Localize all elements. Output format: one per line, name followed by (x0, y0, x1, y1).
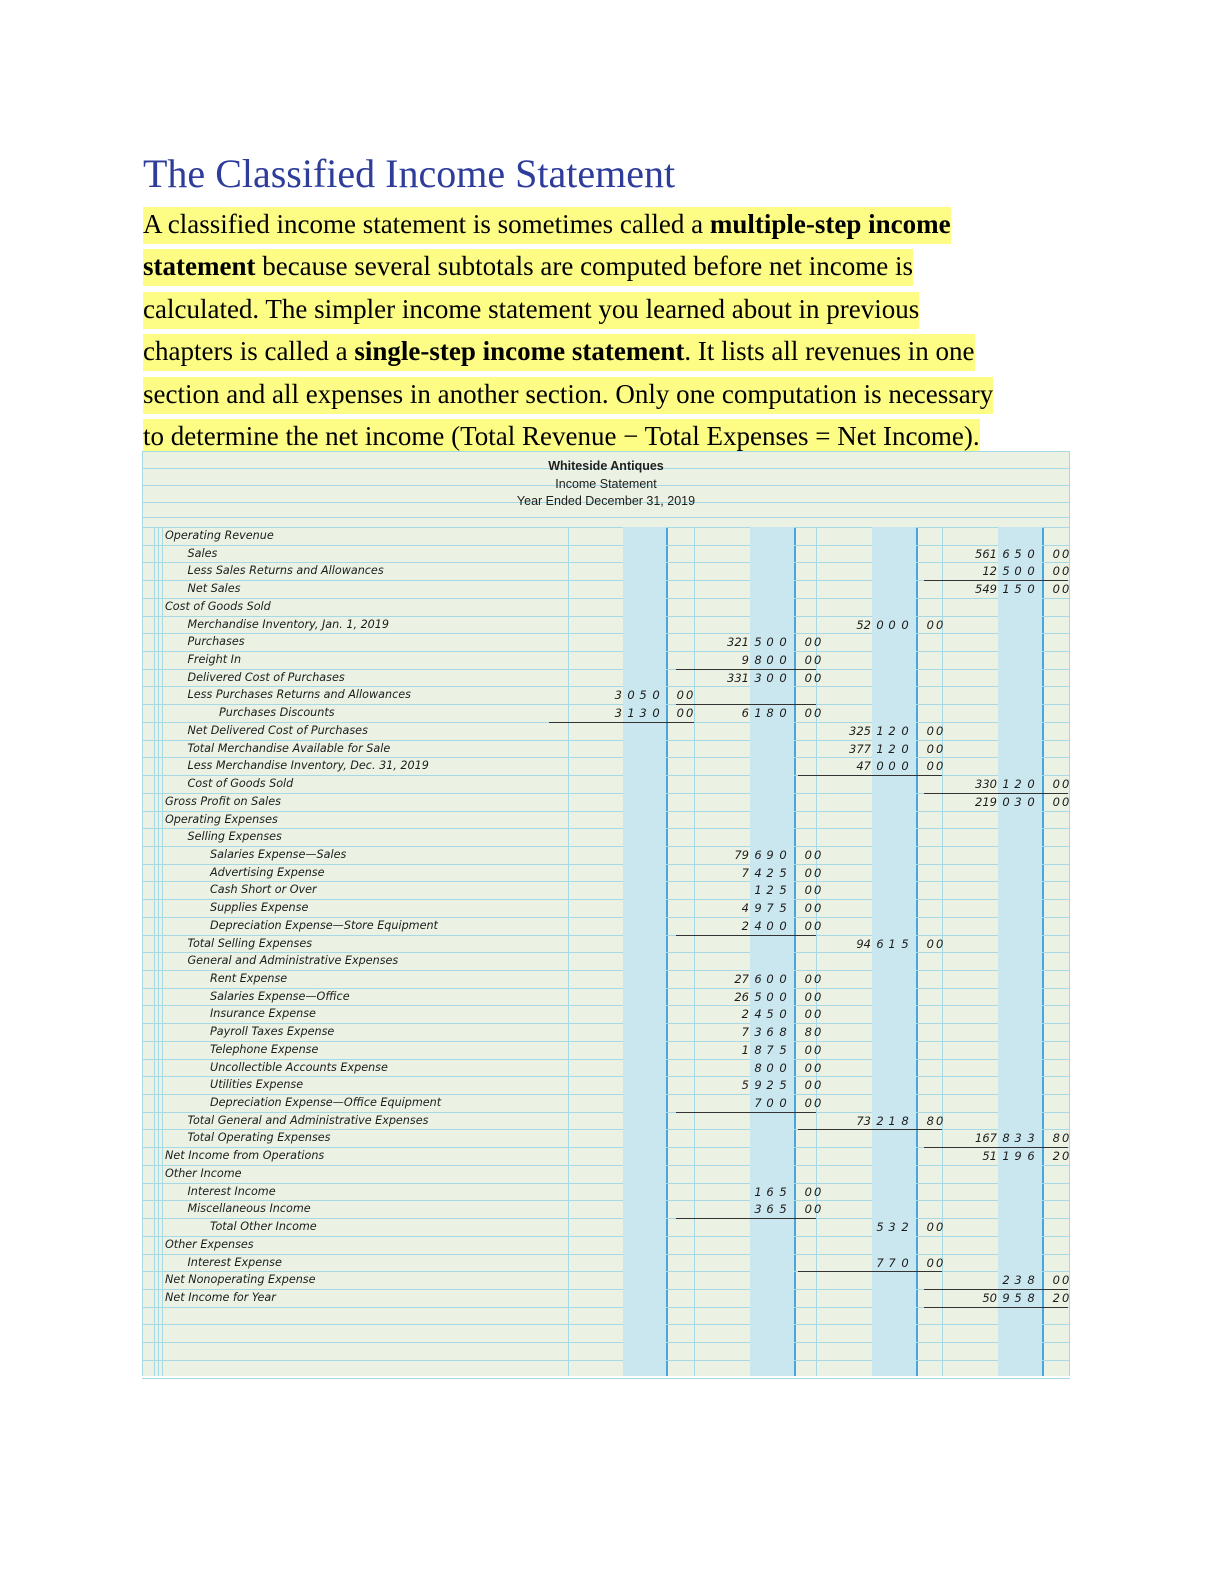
total-rule (676, 1218, 816, 1219)
paragraph-line (143, 330, 1073, 372)
total-rule (924, 1289, 1068, 1290)
amount-cell: 0 0 0 52 00 (856, 617, 946, 632)
text-segment: calculated. The simpler income statement you learned about in previous (143, 293, 920, 324)
total-rule (676, 704, 816, 705)
row-label: Delivered Cost of Purchases (187, 670, 345, 684)
row-label: Less Purchases Returns and Allowances (187, 688, 411, 702)
text-segment: chapters is called a (143, 336, 355, 367)
highlighted-text (143, 292, 919, 329)
text-segment: . It lists all revenues in one (684, 336, 975, 367)
row-label: Net Sales (187, 582, 241, 596)
grid-line (142, 633, 1070, 634)
paragraph-line (143, 373, 1073, 415)
grid-line (142, 1342, 1070, 1343)
amount-cell: 6 9 0 79 00 (734, 847, 824, 862)
company-name: Whiteside Antiques (548, 459, 664, 473)
amount-cell: 7 7 0 00 (876, 1255, 946, 1270)
grid-line (142, 517, 1070, 518)
total-rule (798, 775, 942, 776)
row-label: Less Sales Returns and Allowances (187, 564, 384, 578)
amount-cell: 8 7 5 1 00 (741, 1042, 824, 1057)
intro-paragraph (143, 203, 1073, 457)
row-label: Depreciation Expense—Store Equipment (210, 918, 438, 932)
amount-cell: 0 3 0 219 00 (975, 794, 1072, 809)
total-rule (676, 1112, 816, 1113)
row-label: Net Delivered Cost of Purchases (187, 723, 368, 737)
grid-line (142, 1165, 1070, 1166)
bold-term: single-step income statement (354, 336, 685, 367)
total-rule (924, 580, 1068, 581)
text-segment: A classified income statement is sometimes called a (143, 209, 710, 239)
row-label: Merchandise Inventory, Jan. 1, 2019 (187, 617, 390, 631)
grid-line (142, 527, 1070, 528)
row-label: Supplies Expense (210, 901, 309, 915)
amount-cell: 3 6 8 7 80 (741, 1025, 824, 1040)
amount-cell: 3 6 5 00 (754, 1202, 824, 1217)
amount-cell: 1 2 5 00 (754, 883, 824, 898)
row-label: Uncollectible Accounts Expense (210, 1060, 388, 1074)
row-label: Salaries Expense—Sales (210, 847, 347, 861)
row-label: Total General and Administrative Expenses (187, 1113, 429, 1127)
amount-cell: 5 0 0 321 00 (727, 635, 824, 650)
amount-cell: 4 5 0 2 00 (741, 1007, 824, 1022)
row-label: Sales (187, 546, 218, 560)
total-rule (924, 1147, 1068, 1148)
text-segment: to determine the net income (Total Revenue − Total Expenses = Net Income). (143, 420, 980, 451)
statement-name: Income Statement (555, 477, 657, 491)
row-label: Cost of Goods Sold (187, 777, 294, 791)
amount-cell: 5 3 2 00 (876, 1220, 946, 1235)
total-rule (676, 669, 816, 670)
amount-cell: 3 0 0 331 00 (727, 670, 824, 685)
row-label: Interest Expense (187, 1255, 282, 1269)
row-label: Depreciation Expense—Office Equipment (210, 1096, 442, 1110)
amount-cell: 1 2 0 330 00 (975, 777, 1072, 792)
row-label: Payroll Taxes Expense (210, 1025, 335, 1039)
bold-term: statement (143, 251, 256, 282)
row-label: Rent Expense (210, 972, 288, 985)
amount-cell: 1 8 0 6 00 (741, 706, 824, 721)
amount-cell: 0 0 0 47 00 (856, 759, 946, 774)
total-rule (676, 935, 816, 936)
row-label: Total Other Income (210, 1220, 317, 1234)
row-label: Total Operating Expenses (187, 1131, 331, 1145)
amount-cell: 4 0 0 2 00 (741, 918, 824, 933)
row-label: Miscellaneous Income (187, 1202, 311, 1216)
row-label: Insurance Expense (210, 1007, 316, 1021)
column-shade (998, 527, 1042, 1376)
total-rule (798, 1271, 942, 1272)
grid-line (142, 1183, 1070, 1184)
grid-line (142, 451, 1070, 452)
paragraph-line (143, 245, 1073, 287)
row-label: Operating Expenses (165, 812, 278, 826)
highlighted-text (143, 377, 993, 414)
row-label: Net Income for Year (165, 1290, 276, 1304)
row-label: Interest Income (187, 1184, 276, 1198)
row-label: Purchases Discounts (219, 706, 335, 720)
row-label: General and Administrative Expenses (187, 954, 399, 968)
amount-cell: 1 2 0 377 00 (849, 741, 946, 756)
statement-period: Year Ended December 31, 2019 (516, 494, 696, 508)
amount-cell: 9 2 5 5 00 (741, 1078, 824, 1093)
row-label: Net Income from Operations (165, 1149, 325, 1163)
column-shade (623, 527, 666, 1376)
total-rule (924, 1307, 1068, 1308)
row-label: Freight In (187, 653, 242, 667)
grid-line (142, 651, 1070, 652)
grid-line (142, 1236, 1070, 1237)
row-label: Salaries Expense—Office (210, 989, 350, 1003)
row-label: Gross Profit on Sales (165, 794, 281, 808)
row-label: Net Nonoperating Expense (165, 1273, 316, 1287)
amount-cell: 6 0 0 27 00 (734, 972, 824, 986)
amount-cell: 1 5 0 549 00 (975, 582, 1072, 597)
total-rule (798, 1129, 942, 1130)
amount-cell: 8 3 3 167 80 (975, 1131, 1072, 1146)
total-rule (924, 793, 1068, 794)
text-segment: section and all expenses in another section. Only one computation is necessary (143, 378, 994, 409)
row-label: Operating Revenue (165, 529, 274, 542)
amount-cell: 1 3 0 3 00 (614, 706, 696, 721)
highlighted-text (143, 207, 951, 244)
amount-cell: 9 7 5 4 00 (741, 901, 824, 916)
bold-term: multiple-step income (709, 209, 951, 239)
amount-cell: 7 0 0 00 (754, 1096, 824, 1111)
amount-cell: 9 5 8 50 20 (982, 1290, 1072, 1305)
row-label: Selling Expenses (187, 830, 282, 844)
amount-cell: 2 3 8 00 (1002, 1273, 1072, 1288)
grid-line (142, 1324, 1070, 1325)
amount-cell: 0 5 0 3 00 (614, 688, 696, 703)
row-label: Cost of Goods Sold (165, 599, 271, 613)
grid-line (142, 1360, 1070, 1361)
total-rule (549, 722, 694, 723)
income-statement-ledger (142, 451, 1070, 1376)
amount-cell: 6 5 0 561 00 (975, 546, 1072, 561)
page-heading: The Classified Income Statement (143, 151, 676, 196)
row-label: Total Selling Expenses (187, 936, 313, 950)
amount-cell: 1 2 0 325 00 (849, 723, 946, 738)
highlighted-text (143, 334, 975, 371)
paragraph-line (143, 288, 1073, 330)
row-label: Purchases (187, 635, 245, 649)
row-label: Other Income (165, 1166, 242, 1180)
row-label: Advertising Expense (210, 865, 325, 879)
amount-cell: 2 1 8 73 80 (856, 1113, 946, 1128)
grid-line (142, 811, 1070, 812)
amount-cell: 5 0 0 26 00 (734, 989, 824, 1004)
grid-line (142, 1378, 1070, 1379)
row-label: Utilities Expense (210, 1078, 304, 1092)
text-segment: because several subtotals are computed before net income is (255, 251, 913, 282)
row-label: Less Merchandise Inventory, Dec. 31, 2019 (187, 759, 429, 773)
amount-cell: 8 0 0 9 00 (741, 653, 824, 668)
highlighted-text (143, 249, 913, 286)
row-label: Cash Short or Over (210, 883, 317, 897)
amount-cell: 8 0 0 00 (754, 1060, 824, 1075)
grid-line (142, 451, 143, 1376)
row-label: Telephone Expense (210, 1042, 319, 1056)
amount-cell: 1 6 5 00 (754, 1184, 824, 1199)
row-label: Total Merchandise Available for Sale (187, 741, 391, 755)
amount-cell: 5 0 0 12 00 (982, 564, 1072, 579)
paragraph-line (143, 203, 1073, 245)
amount-cell: 4 2 5 7 00 (741, 865, 824, 880)
row-label: Other Expenses (165, 1237, 254, 1251)
amount-cell: 6 1 5 94 00 (856, 936, 946, 951)
grid-line (142, 598, 1070, 599)
amount-cell: 1 9 6 51 20 (982, 1149, 1072, 1164)
